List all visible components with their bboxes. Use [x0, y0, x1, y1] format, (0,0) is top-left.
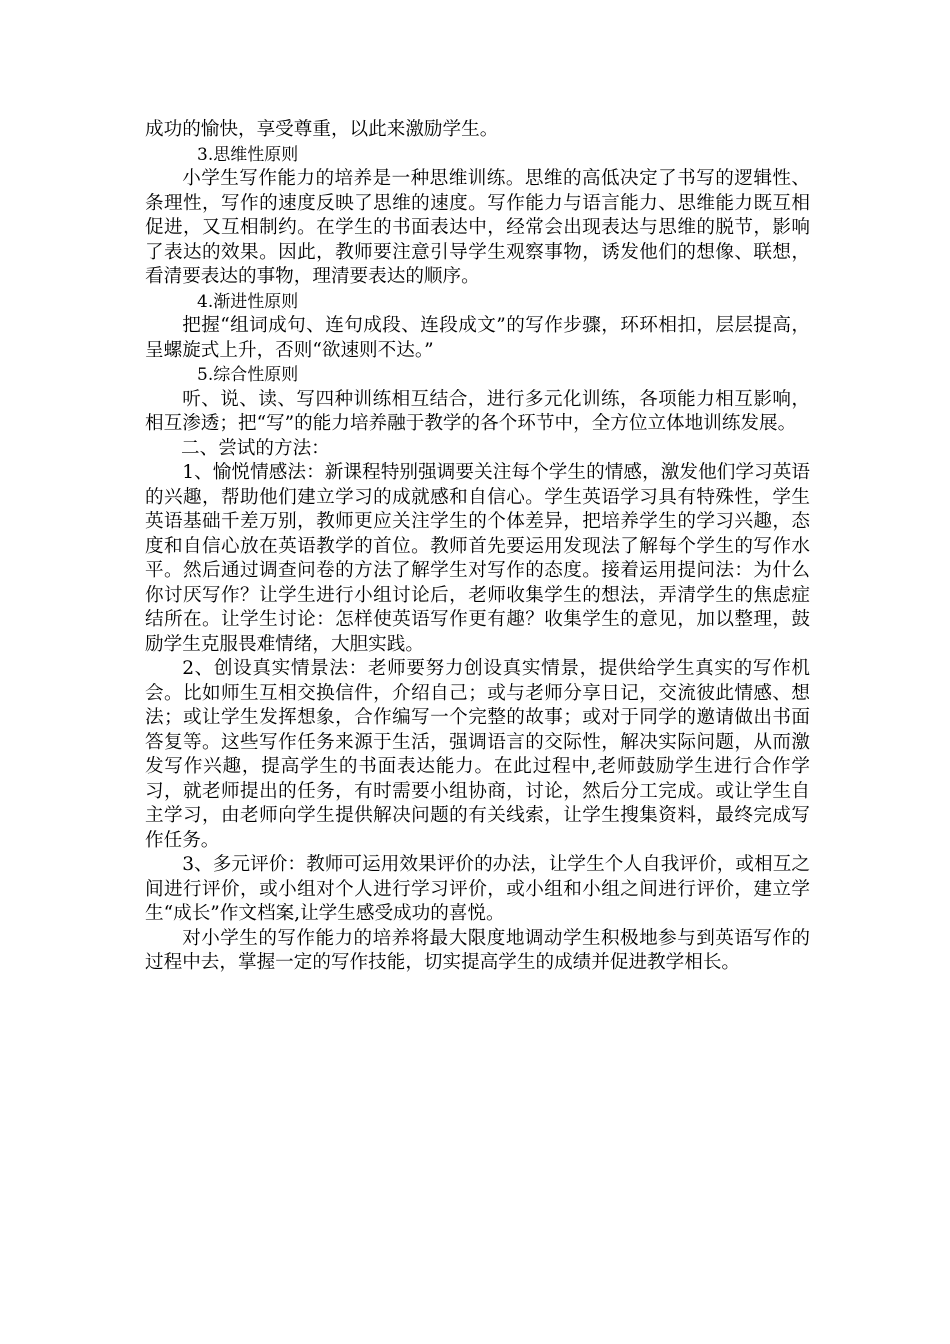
heading-thinking-principle: 3.思维性原则	[197, 144, 299, 165]
paragraph-method-2: 2、创设真实情景法：老师要努力创设真实情景，提供给学生真实的写作机会。比如师生互相交换信件，介绍自己；或与老师分享日记，交流彼此情感、想法；或让学生发挥想象，合作编写一个完整的故事；或对于同学的邀请做出书面答复等。这些写作任务来源于生活，强调语言的交际性，解决实际问题，从而激发写作兴趣，提高学生的书面表达能力。在此过程中,老师鼓励学生进行合作学习，就老师提出的任务，有时需要小组协商，讨论，然后分工完成。或让学生自主学习，由老师向学生提供解决问题的有关线索，让学生搜集资料，最终完成写作任务。	[145, 658, 810, 851]
document-body	[145, 118, 810, 976]
paragraph-thinking: 小学生写作能力的培养是一种思维训练。思维的高低决定了书写的逻辑性、条理性，写作的速度反映了思维的速度。写作能力与语言能力、思维能力既互相促进，又互相制约。在学生的书面表达中，经常会出现表达与思维的脱节，影响了表达的效果。因此，教师要注意引导学生观察事物，诱发他们的想像、联想，看清要表达的事物，理清要表达的顺序。	[145, 168, 810, 287]
paragraph-progressive: 把握“组词成句、连句成段、连段成文”的写作步骤，环环相扣，层层提高，呈螺旋式上升，否则“欲速则不达。”	[145, 315, 810, 361]
paragraph-continuation: 成功的愉快，享受尊重，以此来激励学生。	[145, 119, 499, 140]
heading-comprehensive-principle: 5.综合性原则	[197, 365, 299, 385]
paragraph-method-3: 3、多元评价：教师可运用效果评价的办法，让学生个人自我评价，或相互之间进行评价，或小组对个人进行学习评价，或小组和小组之间进行评价，建立学生“成长”作文档案,让学生感受成功的喜悦。	[145, 854, 810, 924]
section-heading-methods: 二、尝试的方法：	[181, 437, 330, 459]
heading-progressive-principle: 4.渐进性原则	[197, 291, 299, 312]
paragraph-method-1: 1、愉悦情感法：新课程特别强调要关注每个学生的情感，激发他们学习英语的兴趣，帮助他们建立学习的成就感和自信心。学生英语学习具有特殊性，学生英语基础千差万别，教师更应关注学生的个体差异，把培养学生的学习兴趣，态度和自信心放在英语教学的首位。教师首先要运用发现法了解每个学生的写作水平。然后通过调查问卷的方法了解学生对写作的态度。接着运用提问法：为什么你讨厌写作？让学生进行小组讨论后，老师收集学生的想法，弄清学生的焦虑症结所在。让学生讨论：怎样使英语写作更有趣？收集学生的意见，加以整理，鼓励学生克服畏难情绪，大胆实践。	[145, 462, 810, 655]
paragraph-comprehensive: 听、说、读、写四种训练相互结合，进行多元化训练，各项能力相互影响，相互渗透；把“写”的能力培养融于教学的各个环节中，全方位立体地训练发展。	[145, 388, 810, 434]
paragraph-conclusion: 对小学生的写作能力的培养将最大限度地调动学生积极地参与到英语写作的过程中去，掌握一定的写作技能，切实提高学生的成绩并促进教学相长。	[145, 927, 810, 973]
